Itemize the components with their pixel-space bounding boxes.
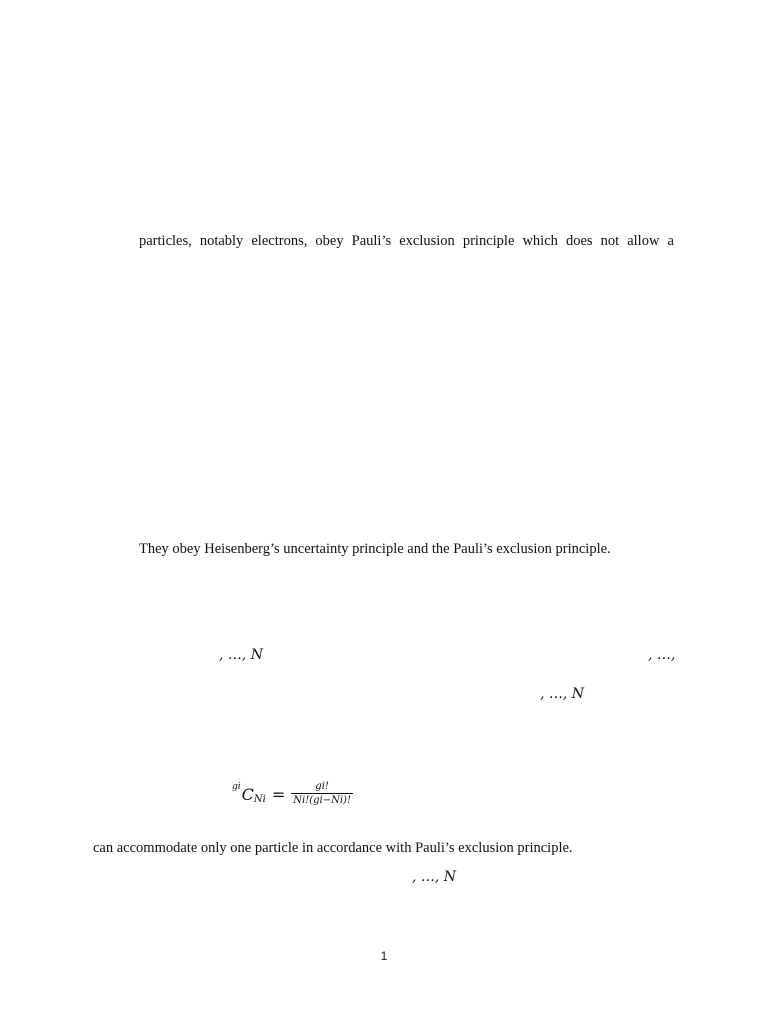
formula-superscript: gi [232,782,241,792]
word: allow [627,233,660,249]
word: principle [462,233,515,249]
formula-fraction [291,781,353,807]
combination-formula [232,780,353,808]
word: Pauli’s [351,233,392,249]
paragraph-line-pauli [139,232,674,250]
word: exclusion [399,233,455,249]
word: obey [315,233,344,249]
word: electrons, [251,233,308,249]
formula-subscript: Ni [253,793,266,805]
page-number: 1 [380,949,388,963]
formula-equals: = [271,784,286,804]
paragraph-line-accommodate: can accommodate only one particle in accordance with Pauli’s exclusion principle. [93,840,573,856]
math-fragment: , …, N [219,647,264,663]
formula-C: C [241,784,254,804]
word: a [667,233,674,249]
formula-numerator: gi! [315,781,329,792]
word: not [600,233,620,249]
formula-denominator: Ni!(gi−Ni)! [293,795,351,806]
word: which [522,233,558,249]
math-fragment: , …, N [540,686,585,702]
math-fragment: , …, [648,647,676,663]
word: notably [199,233,244,249]
paragraph-line-heisenberg: They obey Heisenberg’s uncertainty principle and the Pauli’s exclusion principle. [139,541,611,557]
word: particles, [139,233,192,249]
word: does [565,233,593,249]
math-fragment: , …, N [412,869,457,885]
